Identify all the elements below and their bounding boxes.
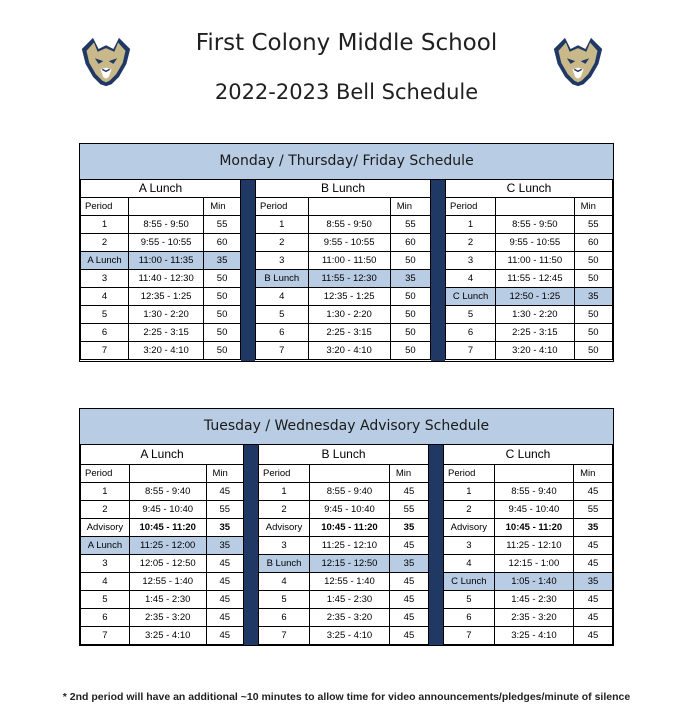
table-row bbox=[81, 233, 241, 251]
minutes-cell: 35 bbox=[204, 251, 241, 269]
minutes-column-header: Min bbox=[390, 197, 430, 215]
time-cell: 8:55 - 9:40 bbox=[494, 482, 573, 500]
table-row bbox=[256, 233, 431, 251]
time-cell: 1:30 - 2:20 bbox=[129, 305, 204, 323]
table-row bbox=[444, 536, 613, 554]
minutes-cell: 55 bbox=[204, 215, 241, 233]
time-cell: 1:30 - 2:20 bbox=[496, 305, 574, 323]
minutes-cell: 50 bbox=[390, 323, 430, 341]
time-cell: 11:40 - 12:30 bbox=[129, 269, 204, 287]
period-cell: 6 bbox=[446, 323, 496, 341]
minutes-cell: 35 bbox=[574, 572, 613, 590]
table-row bbox=[81, 626, 244, 644]
footnote: * 2nd period will have an additional ~10 minutes to allow time for video announcements/pledges/minute of silence bbox=[62, 691, 631, 703]
period-column-header: Period bbox=[259, 464, 310, 482]
time-cell: 10:45 - 11:20 bbox=[494, 518, 573, 536]
time-cell: 8:55 - 9:40 bbox=[129, 482, 206, 500]
period-cell: B Lunch bbox=[256, 269, 309, 287]
time-cell: 11:00 - 11:50 bbox=[308, 251, 390, 269]
minutes-cell: 35 bbox=[574, 518, 613, 536]
period-cell: 2 bbox=[259, 500, 310, 518]
table-row bbox=[81, 572, 244, 590]
minutes-cell: 60 bbox=[390, 233, 430, 251]
period-cell: Advisory bbox=[444, 518, 495, 536]
period-cell: 3 bbox=[446, 251, 496, 269]
period-cell: 5 bbox=[444, 590, 495, 608]
b-lunch-table-wrap bbox=[258, 445, 429, 645]
time-cell: 10:45 - 11:20 bbox=[129, 518, 206, 536]
time-cell: 12:35 - 1:25 bbox=[129, 287, 204, 305]
minutes-cell: 50 bbox=[390, 251, 430, 269]
time-cell: 11:55 - 12:30 bbox=[308, 269, 390, 287]
time-cell: 11:00 - 11:50 bbox=[496, 251, 574, 269]
time-cell: 11:25 - 12:10 bbox=[310, 536, 390, 554]
time-cell: 1:05 - 1:40 bbox=[494, 572, 573, 590]
minutes-cell: 35 bbox=[206, 518, 244, 536]
table-row bbox=[259, 626, 429, 644]
time-cell: 8:55 - 9:50 bbox=[129, 215, 204, 233]
minutes-cell: 45 bbox=[574, 608, 613, 626]
time-cell: 3:25 - 4:10 bbox=[129, 626, 206, 644]
mtf-schedule-block bbox=[79, 143, 614, 362]
time-cell: 11:25 - 12:10 bbox=[494, 536, 573, 554]
period-cell: 2 bbox=[81, 500, 130, 518]
schedule-title: 2022-2023 Bell Schedule bbox=[214, 80, 479, 104]
table-row bbox=[81, 482, 244, 500]
table-row bbox=[259, 482, 429, 500]
time-cell: 12:15 - 12:50 bbox=[310, 554, 390, 572]
minutes-cell: 50 bbox=[390, 341, 430, 359]
minutes-cell: 45 bbox=[389, 572, 428, 590]
minutes-cell: 50 bbox=[204, 323, 241, 341]
table-row bbox=[446, 215, 613, 233]
minutes-cell: 45 bbox=[574, 554, 613, 572]
period-cell: 1 bbox=[256, 215, 309, 233]
time-column-header bbox=[308, 197, 390, 215]
table-row bbox=[256, 305, 431, 323]
minutes-cell: 50 bbox=[574, 323, 612, 341]
period-column-header: Period bbox=[81, 197, 129, 215]
period-cell: C Lunch bbox=[444, 572, 495, 590]
a-lunch-table-wrap bbox=[80, 180, 241, 360]
minutes-cell: 35 bbox=[574, 287, 612, 305]
minutes-cell: 35 bbox=[389, 518, 428, 536]
schedule-table bbox=[443, 445, 613, 645]
period-cell: 3 bbox=[444, 536, 495, 554]
table-row bbox=[81, 323, 241, 341]
time-cell: 8:55 - 9:50 bbox=[496, 215, 574, 233]
period-cell: 7 bbox=[256, 341, 309, 359]
minutes-cell: 50 bbox=[574, 251, 612, 269]
time-cell: 9:55 - 10:55 bbox=[129, 233, 204, 251]
lunch-group-label: C Lunch bbox=[446, 180, 613, 197]
time-cell: 1:45 - 2:30 bbox=[310, 590, 390, 608]
school-name: First Colony Middle School bbox=[195, 30, 498, 56]
table-row bbox=[259, 500, 429, 518]
time-column-header bbox=[310, 464, 390, 482]
period-cell: 4 bbox=[446, 269, 496, 287]
period-cell: A Lunch bbox=[81, 536, 130, 554]
minutes-cell: 45 bbox=[574, 536, 613, 554]
schedule-table bbox=[445, 180, 613, 360]
period-cell: 6 bbox=[256, 323, 309, 341]
table-row bbox=[81, 215, 241, 233]
time-cell: 3:25 - 4:10 bbox=[310, 626, 390, 644]
schedule-title-band: Tuesday / Wednesday Advisory Schedule bbox=[80, 409, 613, 445]
table-row bbox=[446, 323, 613, 341]
minutes-cell: 50 bbox=[204, 341, 241, 359]
c-lunch-table-wrap bbox=[445, 180, 613, 360]
minutes-column-header: Min bbox=[204, 197, 241, 215]
table-row bbox=[259, 554, 429, 572]
time-cell: 11:55 - 12:45 bbox=[496, 269, 574, 287]
minutes-cell: 35 bbox=[389, 554, 428, 572]
table-row bbox=[446, 305, 613, 323]
period-cell: 7 bbox=[444, 626, 495, 644]
minutes-cell: 55 bbox=[390, 215, 430, 233]
minutes-cell: 45 bbox=[206, 590, 244, 608]
time-cell: 9:55 - 10:55 bbox=[308, 233, 390, 251]
minutes-cell: 50 bbox=[390, 305, 430, 323]
minutes-column-header: Min bbox=[574, 464, 613, 482]
period-column-header: Period bbox=[444, 464, 495, 482]
time-cell: 11:00 - 11:35 bbox=[129, 251, 204, 269]
period-cell: A Lunch bbox=[81, 251, 129, 269]
table-row bbox=[259, 590, 429, 608]
time-cell: 2:25 - 3:15 bbox=[129, 323, 204, 341]
period-cell: 4 bbox=[81, 287, 129, 305]
table-row bbox=[259, 572, 429, 590]
minutes-cell: 45 bbox=[206, 482, 244, 500]
period-cell: 3 bbox=[256, 251, 309, 269]
table-row bbox=[444, 518, 613, 536]
period-cell: Advisory bbox=[81, 518, 130, 536]
table-row bbox=[259, 608, 429, 626]
schedule-table bbox=[80, 180, 241, 360]
time-cell: 9:45 - 10:40 bbox=[129, 500, 206, 518]
period-cell: 1 bbox=[446, 215, 496, 233]
table-row bbox=[81, 518, 244, 536]
table-row bbox=[444, 500, 613, 518]
table-row bbox=[444, 554, 613, 572]
minutes-cell: 50 bbox=[204, 287, 241, 305]
table-row bbox=[256, 323, 431, 341]
table-row bbox=[81, 251, 241, 269]
minutes-cell: 60 bbox=[204, 233, 241, 251]
minutes-column-header: Min bbox=[206, 464, 244, 482]
period-cell: 7 bbox=[259, 626, 310, 644]
period-cell: 1 bbox=[444, 482, 495, 500]
time-cell: 8:55 - 9:50 bbox=[308, 215, 390, 233]
time-cell: 12:35 - 1:25 bbox=[308, 287, 390, 305]
schedule-table bbox=[80, 445, 244, 645]
minutes-cell: 55 bbox=[206, 500, 244, 518]
schedule-table bbox=[255, 180, 431, 360]
time-cell: 9:45 - 10:40 bbox=[310, 500, 390, 518]
schedule-title-band: Monday / Thursday/ Friday Schedule bbox=[80, 144, 613, 180]
minutes-column-header: Min bbox=[389, 464, 428, 482]
minutes-cell: 50 bbox=[204, 305, 241, 323]
lunch-group-label: A Lunch bbox=[81, 445, 244, 464]
time-cell: 2:35 - 3:20 bbox=[310, 608, 390, 626]
table-row bbox=[256, 287, 431, 305]
period-cell: 5 bbox=[81, 305, 129, 323]
period-cell: 1 bbox=[81, 215, 129, 233]
column-divider bbox=[241, 180, 255, 361]
period-cell: 1 bbox=[259, 482, 310, 500]
minutes-cell: 45 bbox=[389, 608, 428, 626]
minutes-cell: 45 bbox=[389, 482, 428, 500]
period-cell: 5 bbox=[256, 305, 309, 323]
period-column-header: Period bbox=[446, 197, 496, 215]
minutes-cell: 45 bbox=[389, 626, 428, 644]
minutes-cell: 45 bbox=[574, 626, 613, 644]
period-cell: 2 bbox=[446, 233, 496, 251]
time-column-header bbox=[129, 197, 204, 215]
period-cell: 2 bbox=[81, 233, 129, 251]
time-cell: 3:20 - 4:10 bbox=[129, 341, 204, 359]
table-row bbox=[444, 608, 613, 626]
period-column-header: Period bbox=[81, 464, 130, 482]
period-cell: 5 bbox=[446, 305, 496, 323]
table-row bbox=[444, 572, 613, 590]
table-row bbox=[444, 482, 613, 500]
time-cell: 8:55 - 9:40 bbox=[310, 482, 390, 500]
time-column-header bbox=[129, 464, 206, 482]
period-column-header: Period bbox=[256, 197, 309, 215]
time-cell: 9:45 - 10:40 bbox=[494, 500, 573, 518]
period-cell: 7 bbox=[446, 341, 496, 359]
minutes-cell: 50 bbox=[574, 305, 612, 323]
table-row bbox=[81, 608, 244, 626]
period-cell: 4 bbox=[256, 287, 309, 305]
time-cell: 1:30 - 2:20 bbox=[308, 305, 390, 323]
time-cell: 12:05 - 12:50 bbox=[129, 554, 206, 572]
minutes-cell: 45 bbox=[389, 536, 428, 554]
period-cell: 7 bbox=[81, 341, 129, 359]
column-divider bbox=[244, 445, 258, 645]
table-row bbox=[81, 590, 244, 608]
table-row bbox=[256, 215, 431, 233]
table-row bbox=[446, 251, 613, 269]
period-cell: 6 bbox=[259, 608, 310, 626]
b-lunch-table-wrap bbox=[255, 180, 431, 360]
time-cell: 3:20 - 4:10 bbox=[308, 341, 390, 359]
table-row bbox=[256, 251, 431, 269]
table-row bbox=[444, 626, 613, 644]
table-row bbox=[446, 341, 613, 359]
period-cell: 2 bbox=[256, 233, 309, 251]
period-cell: 4 bbox=[444, 554, 495, 572]
period-cell: 5 bbox=[81, 590, 130, 608]
minutes-cell: 50 bbox=[390, 287, 430, 305]
time-cell: 2:25 - 3:15 bbox=[496, 323, 574, 341]
time-cell: 3:20 - 4:10 bbox=[496, 341, 574, 359]
schedule-table bbox=[258, 445, 429, 645]
period-cell: 2 bbox=[444, 500, 495, 518]
table-row bbox=[446, 287, 613, 305]
minutes-cell: 55 bbox=[574, 500, 613, 518]
time-cell: 9:55 - 10:55 bbox=[496, 233, 574, 251]
time-cell: 3:25 - 4:10 bbox=[494, 626, 573, 644]
period-cell: 6 bbox=[81, 608, 130, 626]
column-divider bbox=[431, 180, 445, 361]
table-row bbox=[446, 233, 613, 251]
period-cell: 6 bbox=[81, 323, 129, 341]
period-cell: 4 bbox=[81, 572, 130, 590]
time-cell: 1:45 - 2:30 bbox=[494, 590, 573, 608]
time-column-header bbox=[496, 197, 574, 215]
table-row bbox=[81, 554, 244, 572]
period-cell: C Lunch bbox=[446, 287, 496, 305]
c-lunch-table-wrap bbox=[443, 445, 613, 645]
minutes-cell: 35 bbox=[390, 269, 430, 287]
time-cell: 12:50 - 1:25 bbox=[496, 287, 574, 305]
table-row bbox=[81, 341, 241, 359]
bobcat-mascot-icon bbox=[78, 36, 134, 88]
period-cell: 3 bbox=[81, 554, 130, 572]
minutes-cell: 50 bbox=[204, 269, 241, 287]
minutes-column-header: Min bbox=[574, 197, 612, 215]
table-row bbox=[256, 269, 431, 287]
minutes-cell: 60 bbox=[574, 233, 612, 251]
minutes-cell: 45 bbox=[206, 608, 244, 626]
lunch-group-label: B Lunch bbox=[256, 180, 431, 197]
minutes-cell: 45 bbox=[206, 626, 244, 644]
table-row bbox=[81, 500, 244, 518]
lunch-group-label: C Lunch bbox=[444, 445, 613, 464]
table-row bbox=[259, 536, 429, 554]
minutes-cell: 50 bbox=[574, 269, 612, 287]
lunch-group-label: A Lunch bbox=[81, 180, 241, 197]
a-lunch-table-wrap bbox=[80, 445, 244, 645]
column-divider bbox=[429, 445, 443, 645]
tw-advisory-schedule-block bbox=[79, 408, 614, 646]
table-row bbox=[444, 590, 613, 608]
time-cell: 1:45 - 2:30 bbox=[129, 590, 206, 608]
time-cell: 11:25 - 12:00 bbox=[129, 536, 206, 554]
minutes-cell: 45 bbox=[206, 572, 244, 590]
period-cell: 6 bbox=[444, 608, 495, 626]
time-cell: 12:55 - 1:40 bbox=[310, 572, 390, 590]
table-row bbox=[81, 305, 241, 323]
table-row bbox=[446, 269, 613, 287]
table-row bbox=[81, 269, 241, 287]
period-cell: 3 bbox=[81, 269, 129, 287]
period-cell: 5 bbox=[259, 590, 310, 608]
period-cell: B Lunch bbox=[259, 554, 310, 572]
table-row bbox=[81, 536, 244, 554]
minutes-cell: 45 bbox=[389, 590, 428, 608]
minutes-cell: 35 bbox=[206, 536, 244, 554]
period-cell: 7 bbox=[81, 626, 130, 644]
time-cell: 2:35 - 3:20 bbox=[494, 608, 573, 626]
minutes-cell: 50 bbox=[574, 341, 612, 359]
table-row bbox=[256, 341, 431, 359]
table-row bbox=[81, 287, 241, 305]
minutes-cell: 45 bbox=[206, 554, 244, 572]
period-cell: 4 bbox=[259, 572, 310, 590]
minutes-cell: 55 bbox=[574, 215, 612, 233]
period-cell: 1 bbox=[81, 482, 130, 500]
minutes-cell: 55 bbox=[389, 500, 428, 518]
period-cell: Advisory bbox=[259, 518, 310, 536]
table-row bbox=[259, 518, 429, 536]
time-cell: 2:25 - 3:15 bbox=[308, 323, 390, 341]
bobcat-mascot-icon bbox=[550, 36, 606, 88]
lunch-group-label: B Lunch bbox=[259, 445, 429, 464]
time-cell: 12:55 - 1:40 bbox=[129, 572, 206, 590]
time-cell: 2:35 - 3:20 bbox=[129, 608, 206, 626]
minutes-cell: 45 bbox=[574, 590, 613, 608]
period-cell: 3 bbox=[259, 536, 310, 554]
time-column-header bbox=[494, 464, 573, 482]
time-cell: 10:45 - 11:20 bbox=[310, 518, 390, 536]
time-cell: 12:15 - 1:00 bbox=[494, 554, 573, 572]
minutes-cell: 45 bbox=[574, 482, 613, 500]
